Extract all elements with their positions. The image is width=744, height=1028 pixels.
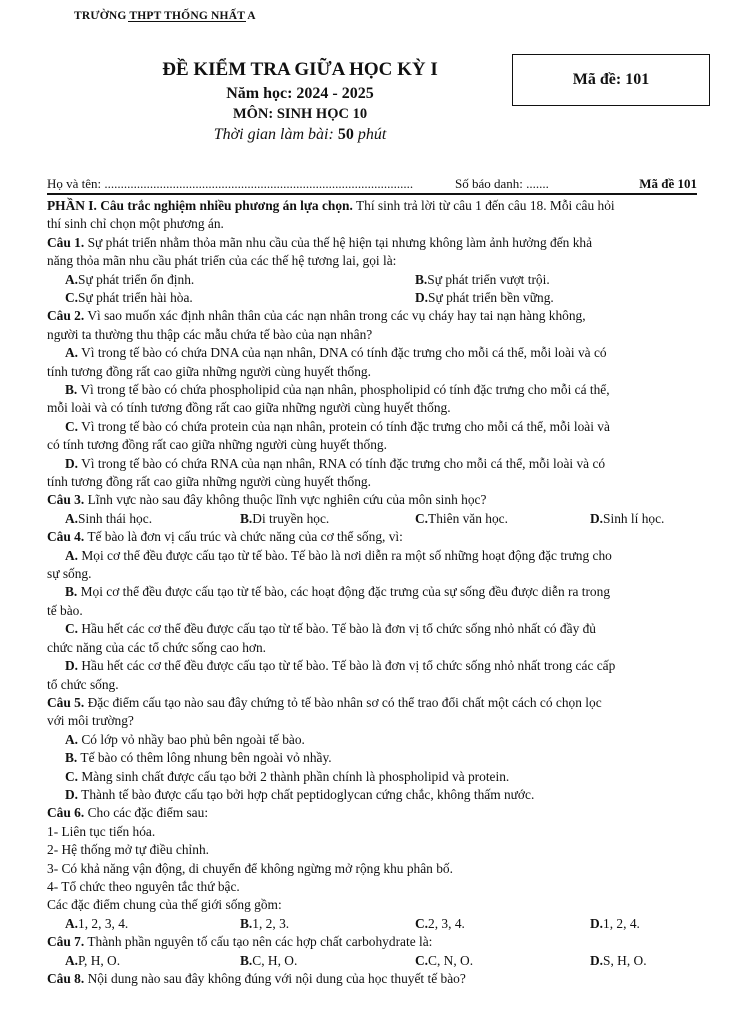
text-segment: Di truyền học. bbox=[252, 510, 330, 526]
option-d bbox=[47, 455, 697, 473]
label-prefix: A. bbox=[65, 915, 79, 931]
option-a bbox=[65, 510, 153, 528]
text-segment: Sự phát triển vượt trội. bbox=[427, 271, 550, 287]
question-6-options bbox=[47, 915, 697, 933]
question-1-options-row1 bbox=[47, 271, 697, 289]
option-c-cont: chức năng của các tổ chức sống cao hơn. bbox=[47, 639, 267, 655]
text-segment: Đặc điểm cấu tạo nào sau đây chứng tỏ tế bào nhân sơ có thể trao đổi chất một cách có chọn lọc bbox=[84, 694, 602, 710]
label-prefix: B. bbox=[415, 271, 428, 287]
text-segment: Tế bào là đơn vị cấu trúc và chức năng của cơ thể sống, vì: bbox=[84, 529, 403, 545]
text-segment: Vì trong tế bào có chứa phospholipid của nạn nhân, phospholipid có tính đặc trưng cho mỗi cá thể, bbox=[77, 382, 610, 398]
label-prefix: PHẦN I. Câu trắc nghiệm nhiều phương án lựa chọn. bbox=[47, 198, 353, 213]
question-3-options bbox=[47, 510, 697, 528]
question-3 bbox=[47, 491, 697, 509]
text-segment: Thiên văn học. bbox=[428, 510, 508, 526]
text-segment: 1, 2, 4. bbox=[603, 915, 640, 931]
text-segment: Mọi cơ thể đều được cấu tạo từ tế bào, các hoạt động đặc trưng của sự sống đều được diễn ra trong bbox=[77, 584, 611, 600]
text-segment: Vì trong tế bào có chứa protein của nạn nhân, protein có tính đặc trưng cho mỗi cá thể, mỗi loài và bbox=[78, 418, 610, 434]
label-prefix: A. bbox=[65, 345, 79, 361]
option-b-cont: tế bào. bbox=[47, 602, 83, 618]
text-segment: Màng sinh chất được cấu tạo bởi 2 thành phần chính là phospholipid và protein. bbox=[78, 768, 510, 784]
student-info-row bbox=[47, 175, 697, 193]
question-1-options-row2 bbox=[47, 289, 697, 307]
text-segment: Thành tế bào được cấu tạo bởi hợp chất peptidoglycan cứng chắc, không thấm nước. bbox=[78, 786, 535, 802]
option-c bbox=[415, 952, 474, 970]
text-segment: Thí sinh trả lời từ câu 1 đến câu 18. Mỗi câu hỏi bbox=[352, 198, 615, 213]
label-prefix: B. bbox=[65, 382, 78, 398]
option-d bbox=[590, 510, 665, 528]
time-allowed bbox=[100, 125, 500, 145]
text-segment: 1, 2, 3, 4. bbox=[78, 915, 129, 931]
text-segment: Tế bào có thêm lông nhung bên ngoài vỏ nhầy. bbox=[77, 750, 332, 766]
label-prefix: A. bbox=[65, 952, 79, 968]
text-segment: C, N, O. bbox=[428, 952, 474, 968]
option-c bbox=[415, 510, 508, 528]
text-segment: 1, 2, 3. bbox=[252, 915, 290, 931]
option-a bbox=[65, 271, 195, 289]
option-a bbox=[65, 952, 121, 970]
label-prefix: B. bbox=[240, 510, 253, 526]
text-segment: C, H, O. bbox=[252, 952, 298, 968]
label-prefix: C. bbox=[415, 915, 429, 931]
label-prefix: D. bbox=[590, 915, 604, 931]
option-d bbox=[590, 915, 640, 933]
text-segment: Vì trong tế bào có chứa RNA của nạn nhân, RNA có tính đặc trưng cho mỗi cá thể, mỗi loài và có bbox=[78, 455, 606, 471]
school-name: TRƯỜNG THPT THỐNG NHẤT A bbox=[74, 10, 256, 22]
feature-3: 3- Có khả năng vận động, di chuyển để không ngừng mở rộng khu phân bố. bbox=[47, 860, 453, 876]
label-prefix: D. bbox=[65, 455, 79, 471]
time-value: 50 bbox=[337, 126, 354, 143]
option-d bbox=[415, 289, 554, 307]
question-5 bbox=[47, 694, 697, 712]
subject: MÔN: SINH HỌC 10 bbox=[232, 106, 368, 122]
text-segment: Hầu hết các cơ thể đều được cấu tạo từ tế bào. Tế bào là đơn vị tổ chức sống nhỏ nhất trong các cấp bbox=[78, 658, 616, 674]
option-c bbox=[415, 915, 465, 933]
part-instruction: thí sinh chỉ chọn một phương án. bbox=[47, 216, 224, 232]
question-1-cont: năng thỏa mãn nhu cầu phát triển của các thế hệ tương lai, gọi là: bbox=[47, 253, 397, 269]
label-prefix: B. bbox=[240, 952, 253, 968]
option-a bbox=[65, 915, 129, 933]
text-segment: Lĩnh vực nào sau đây không thuộc lĩnh vực nghiên cứu của môn sinh học? bbox=[84, 492, 487, 508]
option-b bbox=[47, 583, 697, 601]
header-divider bbox=[47, 193, 697, 195]
label-prefix: Câu 2. bbox=[47, 308, 85, 324]
question-4 bbox=[47, 528, 697, 546]
option-a bbox=[47, 547, 697, 565]
label-prefix: D. bbox=[65, 658, 79, 674]
label-prefix: B. bbox=[65, 750, 78, 766]
option-b bbox=[47, 381, 697, 399]
question-2-cont: người ta thường thu thập các mẫu chứa tế bào của nạn nhân? bbox=[47, 326, 373, 342]
text-segment: P, H, O. bbox=[78, 952, 121, 968]
label-prefix: C. bbox=[65, 290, 79, 306]
text-segment: Sự phát triển ổn định. bbox=[78, 271, 195, 287]
label-prefix: B. bbox=[240, 915, 253, 931]
option-a-cont: tính tương đồng rất cao giữa những người cùng huyết thống. bbox=[47, 363, 371, 379]
text-segment: 2, 3, 4. bbox=[428, 915, 465, 931]
option-b bbox=[240, 915, 290, 933]
question-8 bbox=[47, 970, 697, 988]
label-prefix: Câu 1. bbox=[47, 234, 85, 250]
label-prefix: D. bbox=[590, 952, 604, 968]
option-c bbox=[47, 418, 697, 436]
label-prefix: C. bbox=[415, 952, 429, 968]
exam-content bbox=[47, 197, 697, 988]
option-d bbox=[47, 786, 697, 804]
label-prefix: Câu 4. bbox=[47, 529, 85, 545]
option-b bbox=[240, 952, 298, 970]
student-name-field: Họ và tên: ............................................................................................... bbox=[47, 176, 414, 191]
text-segment: Vì sao muốn xác định nhân thân của các nạn nhân trong các vụ cháy hay tai nạn hàng không, bbox=[84, 308, 586, 324]
question-1 bbox=[47, 234, 697, 252]
option-c bbox=[65, 289, 193, 307]
text-segment: Sinh lí học. bbox=[603, 510, 665, 526]
exam-title: ĐỀ KIỂM TRA GIỮA HỌC KỲ I bbox=[162, 59, 438, 80]
text-segment: Có lớp vỏ nhầy bao phủ bên ngoài tế bào. bbox=[78, 731, 305, 747]
text-segment: Hầu hết các cơ thể đều được cấu tạo từ tế bào. Tế bào là đơn vị tổ chức sống nhỏ nhất có đầy đủ bbox=[78, 621, 597, 637]
candidate-number-field: Số báo danh: ....... bbox=[455, 176, 549, 191]
option-b bbox=[240, 510, 330, 528]
option-d bbox=[47, 657, 697, 675]
label-prefix: C. bbox=[65, 418, 79, 434]
question-2 bbox=[47, 307, 697, 325]
label-prefix: C. bbox=[415, 510, 429, 526]
option-c bbox=[47, 768, 697, 786]
question-6 bbox=[47, 804, 697, 822]
option-d bbox=[590, 952, 647, 970]
exam-code-box: Mã đề: 101 bbox=[512, 54, 710, 106]
label-prefix: A. bbox=[65, 547, 79, 563]
label-prefix: Câu 3. bbox=[47, 492, 85, 508]
text-segment: Thành phần nguyên tố cấu tạo nên các hợp chất carbohydrate là: bbox=[84, 934, 433, 950]
label-prefix: D. bbox=[65, 786, 79, 802]
text-segment: Sự phát triển bền vững. bbox=[428, 290, 554, 306]
option-c-cont: có tính tương đồng rất cao giữa những người cùng huyết thống. bbox=[47, 437, 387, 453]
exam-code-label: Mã đề 101 bbox=[639, 176, 697, 191]
option-d-cont: tổ chức sống. bbox=[47, 676, 119, 692]
time-unit: phút bbox=[353, 126, 387, 143]
option-b-cont: mỗi loài và có tính tương đồng rất cao giữa những người cùng huyết thống. bbox=[47, 400, 451, 416]
text-segment: Cho các đặc điểm sau: bbox=[84, 805, 209, 821]
option-a bbox=[47, 344, 697, 362]
label-prefix: A. bbox=[65, 271, 79, 287]
label-prefix: Câu 8. bbox=[47, 970, 85, 986]
feature-4: 4- Tổ chức theo nguyên tắc thứ bậc. bbox=[47, 878, 240, 894]
text-segment: Vì trong tế bào có chứa DNA của nạn nhân, DNA có tính đặc trưng cho mỗi cá thể, mỗi loài và có bbox=[78, 345, 607, 361]
text-segment: S, H, O. bbox=[603, 952, 647, 968]
part-heading bbox=[47, 197, 697, 215]
text-segment: Sự phát triển nhằm thỏa mãn nhu cầu của thế hệ hiện tại nhưng không làm ảnh hưởng đến khả bbox=[84, 234, 593, 250]
text-segment: Mọi cơ thể đều được cấu tạo từ tế bào. Tế bào là nơi diễn ra một số những hoạt động đặc trưng cho bbox=[78, 547, 612, 563]
time-label: Thời gian làm bài: bbox=[213, 126, 338, 143]
question-5-cont: với môi trường? bbox=[47, 713, 134, 729]
text-segment: Sinh thái học. bbox=[78, 510, 153, 526]
label-prefix: A. bbox=[65, 510, 79, 526]
option-b bbox=[47, 749, 697, 767]
label-prefix: C. bbox=[65, 621, 79, 637]
option-a bbox=[47, 731, 697, 749]
label-prefix: Câu 5. bbox=[47, 694, 85, 710]
question-7 bbox=[47, 933, 697, 951]
label-prefix: D. bbox=[590, 510, 604, 526]
option-d-cont: tính tương đồng rất cao giữa những người cùng huyết thống. bbox=[47, 474, 371, 490]
label-prefix: A. bbox=[65, 731, 79, 747]
question-6-stem: Các đặc điểm chung của thế giới sống gồm: bbox=[47, 897, 282, 913]
label-prefix: B. bbox=[65, 584, 78, 600]
question-7-options bbox=[47, 952, 697, 970]
label-prefix: Câu 6. bbox=[47, 805, 85, 821]
option-a-cont: sự sống. bbox=[47, 566, 92, 582]
feature-2: 2- Hệ thống mở tự điều chỉnh. bbox=[47, 842, 209, 858]
text-segment: Nội dung nào sau đây không đúng với nội dung của học thuyết tế bào? bbox=[84, 970, 466, 986]
label-prefix: Câu 7. bbox=[47, 934, 85, 950]
text-segment: Sự phát triển hài hòa. bbox=[78, 290, 193, 306]
label-prefix: C. bbox=[65, 768, 79, 784]
option-b bbox=[415, 271, 550, 289]
option-c bbox=[47, 620, 697, 638]
label-prefix: D. bbox=[415, 290, 429, 306]
school-underline bbox=[128, 21, 246, 22]
school-year: Năm học: 2024 - 2025 bbox=[226, 85, 374, 102]
feature-1: 1- Liên tục tiến hóa. bbox=[47, 823, 156, 839]
